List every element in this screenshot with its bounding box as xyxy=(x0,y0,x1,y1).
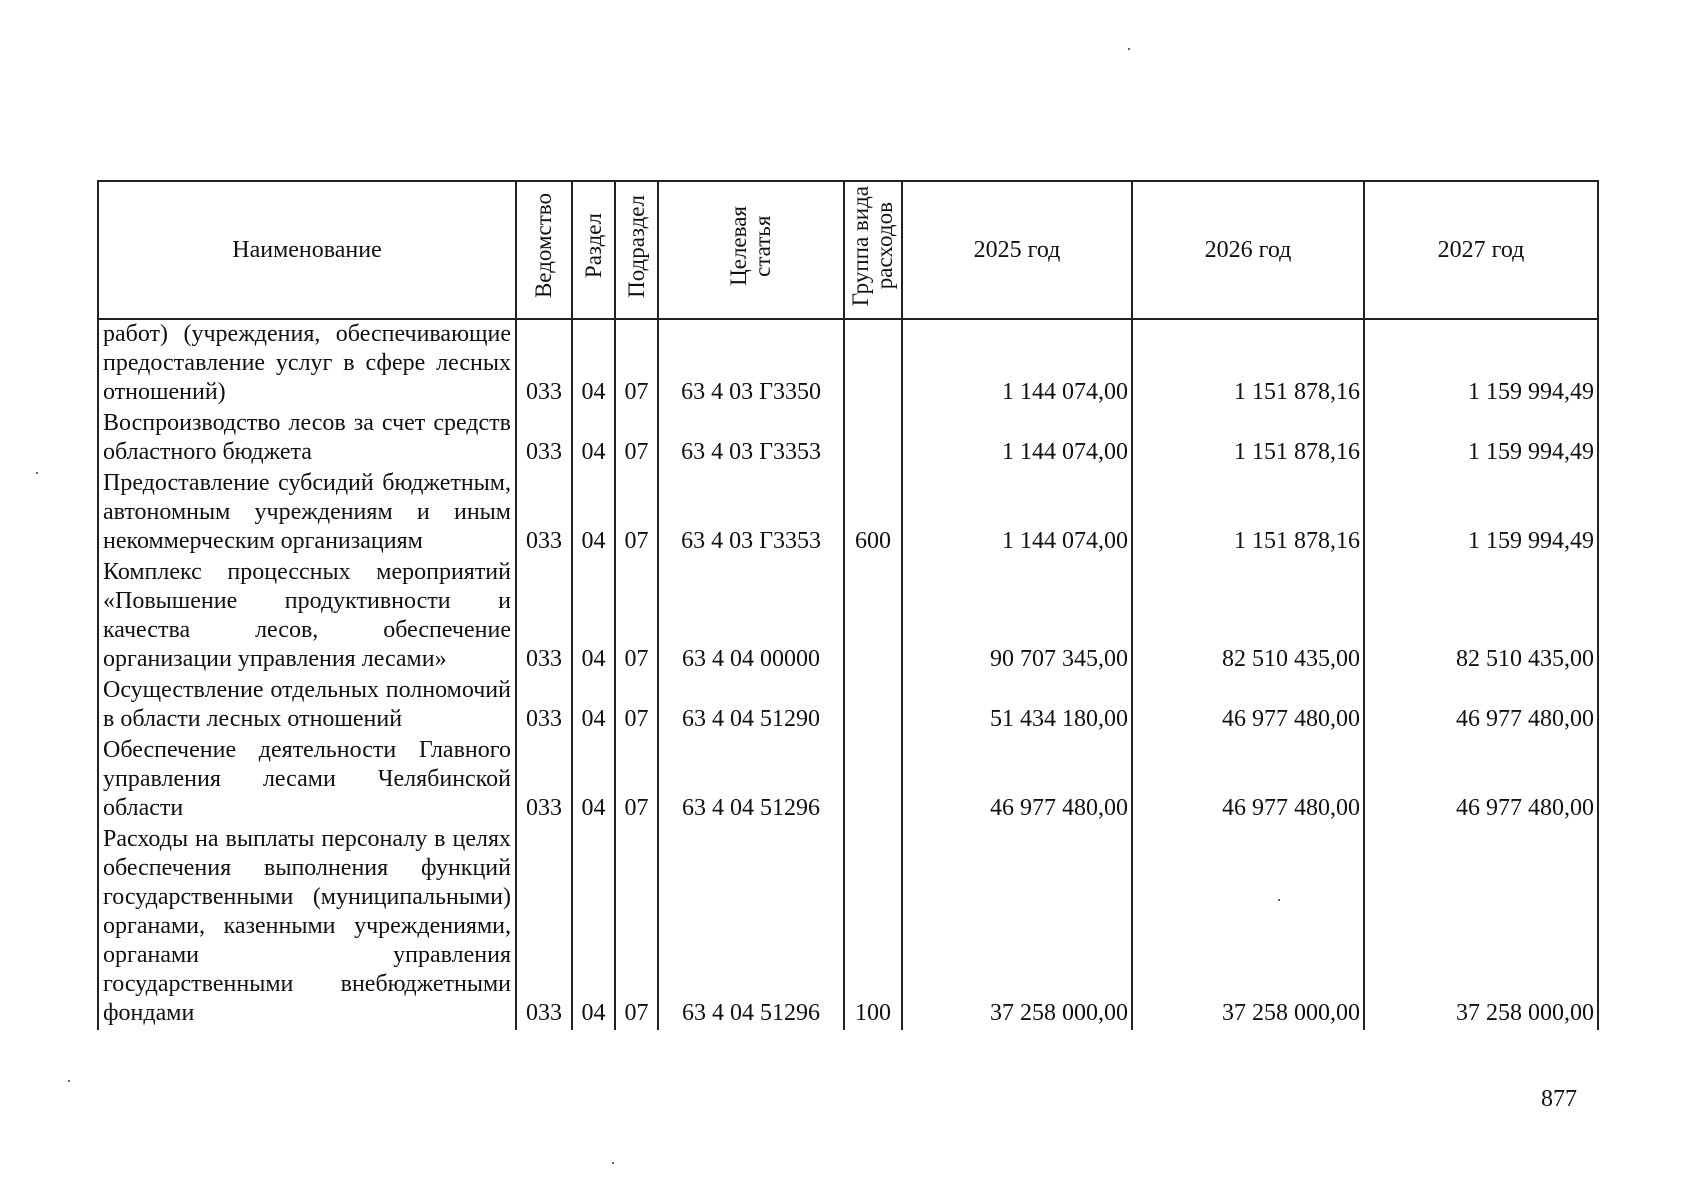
row-year-2025: 46 977 480,00 xyxy=(902,736,1132,825)
row-section: 04 xyxy=(572,409,615,469)
row-subsection: 07 xyxy=(615,825,658,1030)
page-number: 877 xyxy=(1541,1086,1577,1112)
row-name: работ) (учреждения, обеспечивающие предоставление услуг в сфере лесных отношений) xyxy=(98,319,516,409)
header-subsection xyxy=(615,181,658,319)
row-expense-group xyxy=(844,319,902,409)
row-year-2026: 46 977 480,00 xyxy=(1132,676,1364,736)
header-target-item xyxy=(658,181,844,319)
row-target-item: 63 4 03 Г3353 xyxy=(658,469,844,558)
row-year-2026: 82 510 435,00 xyxy=(1132,558,1364,676)
row-subsection: 07 xyxy=(615,676,658,736)
row-section: 04 xyxy=(572,319,615,409)
header-expense-group xyxy=(844,181,902,319)
row-year-2025: 51 434 180,00 xyxy=(902,676,1132,736)
header-subsection-label: Подраздел xyxy=(623,194,649,298)
row-year-2027: 1 159 994,49 xyxy=(1364,469,1598,558)
header-section xyxy=(572,181,615,319)
row-target-item: 63 4 04 51296 xyxy=(658,736,844,825)
row-expense-group xyxy=(844,409,902,469)
row-section: 04 xyxy=(572,825,615,1030)
row-year-2025: 1 144 074,00 xyxy=(902,409,1132,469)
row-target-item: 63 4 03 Г3350 xyxy=(658,319,844,409)
row-year-2025: 37 258 000,00 xyxy=(902,825,1132,1030)
row-subsection: 07 xyxy=(615,319,658,409)
scan-speck xyxy=(68,1080,70,1082)
table-row xyxy=(98,558,1598,676)
row-subsection: 07 xyxy=(615,469,658,558)
row-year-2027: 46 977 480,00 xyxy=(1364,736,1598,825)
row-year-2026: 1 151 878,16 xyxy=(1132,409,1364,469)
header-name-label: Наименование xyxy=(232,236,382,263)
table-row xyxy=(98,409,1598,469)
budget-table xyxy=(97,180,1599,1030)
scan-speck xyxy=(36,472,38,474)
row-year-2026: 1 151 878,16 xyxy=(1132,469,1364,558)
header-year-2027-label: 2027 год xyxy=(1437,236,1525,263)
scan-speck xyxy=(1128,48,1130,50)
header-expense-group-label: Группа вида расходов xyxy=(848,185,897,307)
table-row xyxy=(98,676,1598,736)
row-expense-group: 600 xyxy=(844,469,902,558)
row-year-2026: 46 977 480,00 xyxy=(1132,736,1364,825)
row-name: Расходы на выплаты персоналу в целях обеспечения выполнения функций государственными (муниципальными) органами, казенными учреждениями, органами управления государственными внебюджетными фондами xyxy=(98,825,516,1030)
scan-speck xyxy=(1278,899,1280,901)
table-row xyxy=(98,825,1598,1030)
row-expense-group: 100 xyxy=(844,825,902,1030)
row-year-2025: 1 144 074,00 xyxy=(902,319,1132,409)
row-name: Осуществление отдельных полномочий в области лесных отношений xyxy=(98,676,516,736)
row-department: 033 xyxy=(516,558,572,676)
row-department: 033 xyxy=(516,319,572,409)
table-row xyxy=(98,469,1598,558)
row-section: 04 xyxy=(572,736,615,825)
row-subsection: 07 xyxy=(615,558,658,676)
row-subsection: 07 xyxy=(615,736,658,825)
header-year-2027 xyxy=(1364,181,1598,319)
row-year-2026: 37 258 000,00 xyxy=(1132,825,1364,1030)
row-subsection: 07 xyxy=(615,409,658,469)
row-target-item: 63 4 03 Г3353 xyxy=(658,409,844,469)
table-row xyxy=(98,736,1598,825)
header-year-2025 xyxy=(902,181,1132,319)
table-body xyxy=(98,319,1598,1030)
header-year-2026 xyxy=(1132,181,1364,319)
row-department: 033 xyxy=(516,825,572,1030)
header-year-2026-label: 2026 год xyxy=(1204,236,1292,263)
scan-speck xyxy=(612,1162,614,1164)
header-section-label: Раздел xyxy=(580,213,606,279)
row-year-2027: 46 977 480,00 xyxy=(1364,676,1598,736)
row-year-2026: 1 151 878,16 xyxy=(1132,319,1364,409)
row-department: 033 xyxy=(516,409,572,469)
row-target-item: 63 4 04 51290 xyxy=(658,676,844,736)
row-year-2027: 1 159 994,49 xyxy=(1364,409,1598,469)
header-department xyxy=(516,181,572,319)
row-department: 033 xyxy=(516,469,572,558)
row-department: 033 xyxy=(516,676,572,736)
row-expense-group xyxy=(844,558,902,676)
row-expense-group xyxy=(844,736,902,825)
row-year-2025: 1 144 074,00 xyxy=(902,469,1132,558)
row-year-2027: 1 159 994,49 xyxy=(1364,319,1598,409)
header-name xyxy=(98,181,516,319)
row-name: Предоставление субсидий бюджетным, автономным учреждениям и иным некоммерческим организациям xyxy=(98,469,516,558)
row-year-2025: 90 707 345,00 xyxy=(902,558,1132,676)
row-name: Воспроизводство лесов за счет средств областного бюджета xyxy=(98,409,516,469)
row-name: Обеспечение деятельности Главного управления лесами Челябинской области xyxy=(98,736,516,825)
row-section: 04 xyxy=(572,469,615,558)
header-department-label: Ведомство xyxy=(531,193,556,299)
row-target-item: 63 4 04 51296 xyxy=(658,825,844,1030)
row-year-2027: 82 510 435,00 xyxy=(1364,558,1598,676)
table-header xyxy=(98,181,1598,319)
table-row xyxy=(98,319,1598,409)
header-target-item-label: Целевая статья xyxy=(726,206,775,286)
row-target-item: 63 4 04 00000 xyxy=(658,558,844,676)
row-name: Комплекс процессных мероприятий «Повышение продуктивности и качества лесов, обеспечение организации управления лесами» xyxy=(98,558,516,676)
header-year-2025-label: 2025 год xyxy=(973,236,1061,263)
row-section: 04 xyxy=(572,676,615,736)
row-expense-group xyxy=(844,676,902,736)
row-department: 033 xyxy=(516,736,572,825)
row-section: 04 xyxy=(572,558,615,676)
row-year-2027: 37 258 000,00 xyxy=(1364,825,1598,1030)
